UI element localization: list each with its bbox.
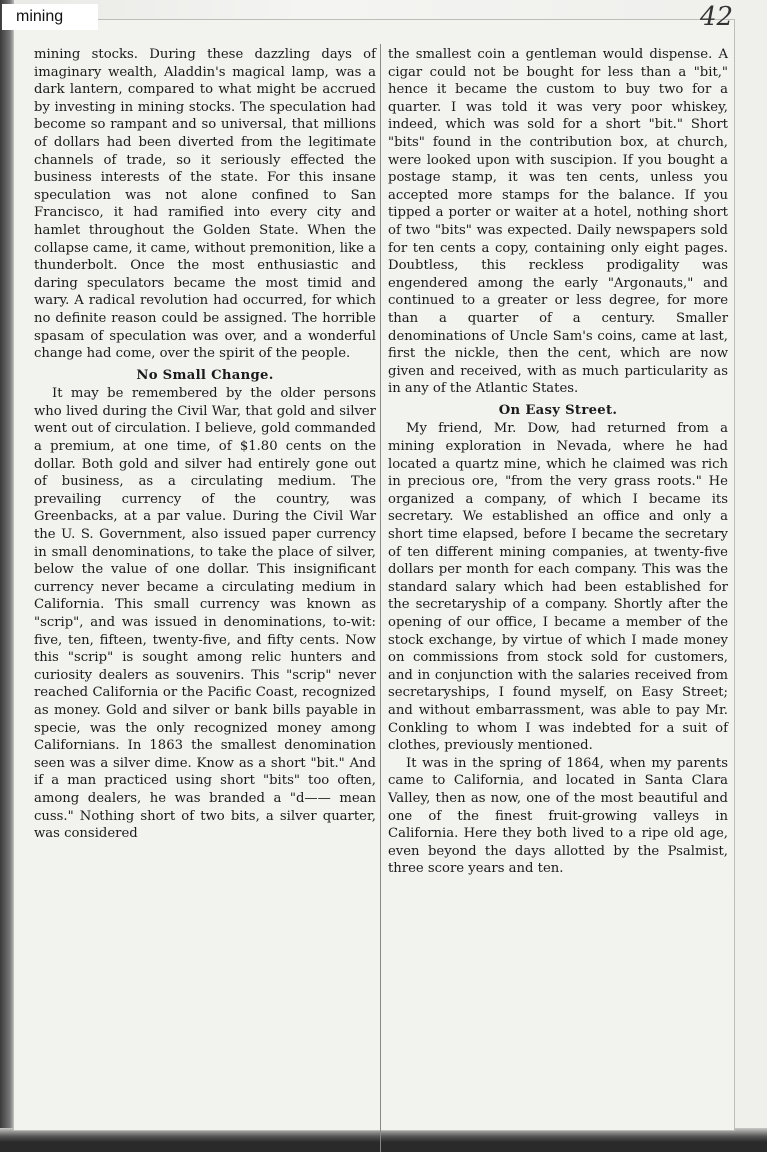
right-paragraph-1: the smallest coin a gentleman would dispense. A cigar could not be bought for less than a "bit," hence it became the custom to buy two for a quarter. I was told it was very poor whiskey, indeed, which was sold for a short "bit." Short "bits" found in the contribution box, at church, were looked upon with suscipion. If you bought a postage stamp, it was ten cents, unless you accepted more stamps for the balance. If you tipped a porter or waiter at a hotel, nothing short of two "bits" was expected. Daily newspapers sold for ten cents a copy, containing only eight pages. Doubtless, this reckless prodigality was engendered among the early "Argonauts," and continued to a greater or less degree, for more than a quarter of a century. Smaller denominations of Uncle Sam's coins, came at last, first the nickle, then the cent, which are now given and received, with as much particularity as in any of the Atlantic States.: [388, 47, 728, 397]
left-paragraph-1: mining stocks. During these dazzling days of imaginary wealth, Aladdin's magical lamp, was a dark lantern, compared to what might be accrued by investing in mining stocks. The speculation had become so rampant and so universal, that millions of dollars had been diverted from the legitimate channels of trade, so it seriously effected the business interests of the state. For this insane speculation was not alone confined to San Francisco, it had ramified into every city and hamlet throughout the Golden State. When the collapse came, it came, without premonition, like a thunderbolt. Once the most enthusiastic and daring speculators became the most timid and wary. A radical revolution had occurred, for which no definite reason could be assigned. The horrible spasam of speculation was over, and a wonderful change had come, over the spirit of the people.: [34, 47, 376, 362]
image-label: mining: [2, 4, 98, 30]
right-paragraph-3: It was in the spring of 1864, when my parents came to California, and located in Santa Clara Valley, then as now, one of the most beautiful and one of the finest fruit-growing valleys in California. Here they both lived to a ripe old age, even beyond the days allotted by the Psalmist, three score years and ten.: [388, 755, 728, 877]
handwritten-page-number: 42: [700, 2, 734, 32]
column-divider: [380, 44, 381, 1152]
left-heading: No Small Change.: [136, 367, 274, 383]
right-heading: On Easy Street.: [498, 402, 618, 418]
right-column: [388, 46, 728, 878]
left-column: [34, 46, 376, 843]
left-paragraph-2: It may be remembered by the older persons who lived during the Civil War, that gold and silver went out of circulation. I believe, gold commanded a premium, at one time, of $1.80 cents on the dollar. Both gold and silver had entirely gone out of business, as a circulating medium. The prevailing currency of the country, was Greenbacks, at a par value. During the Civil War the U. S. Government, also issued paper currency in small denominations, to take the place of silver, below the value of one dollar. This insignificant currency never became a circulating medium in California. This small currency was known as "scrip", and was issued in denominations, to-wit: five, ten, fifteen, twenty-five, and fifty cents. Now this "scrip" is sought among relic hunters and curiosity dealers as souvenirs. This "scrip" never reached California or the Pacific Coast, recognized as money. Gold and silver or bank bills payable in specie, was the only recognized money among Californians. In 1863 the smallest denomination seen was a silver dime. Know as a short "bit." And if a man practiced using short "bits" too often, among dealers, he was branded a "d—— mean cuss." Nothing short of two bits, a silver quarter, was considered: [34, 386, 376, 842]
newspaper-clipping: [14, 20, 734, 1130]
scan-bottom-edge: [0, 1128, 767, 1142]
right-paragraph-2: My friend, Mr. Dow, had returned from a mining exploration in Nevada, where he had located a quartz mine, which he claimed was rich in precious ore, "from the very grass roots." He organized a company, of which I became its secretary. We established an office and only a short time elapsed, before I became the secretary of ten different mining companies, at twenty-five dollars per month for each company. This was the standard salary which had been established for the secretaryship of a company. Shortly after the opening of our office, I became a member of the stock exchange, by virtue of which I made money on commissions from stock sold for customers, and in conjunction with the salaries received from secretaryships, I found myself, on Easy Street; and without embarrassment, was able to pay Mr. Conkling to whom I was indebted for a suit of clothes, previously mentioned.: [388, 421, 728, 754]
scan-left-edge: [0, 0, 14, 1142]
